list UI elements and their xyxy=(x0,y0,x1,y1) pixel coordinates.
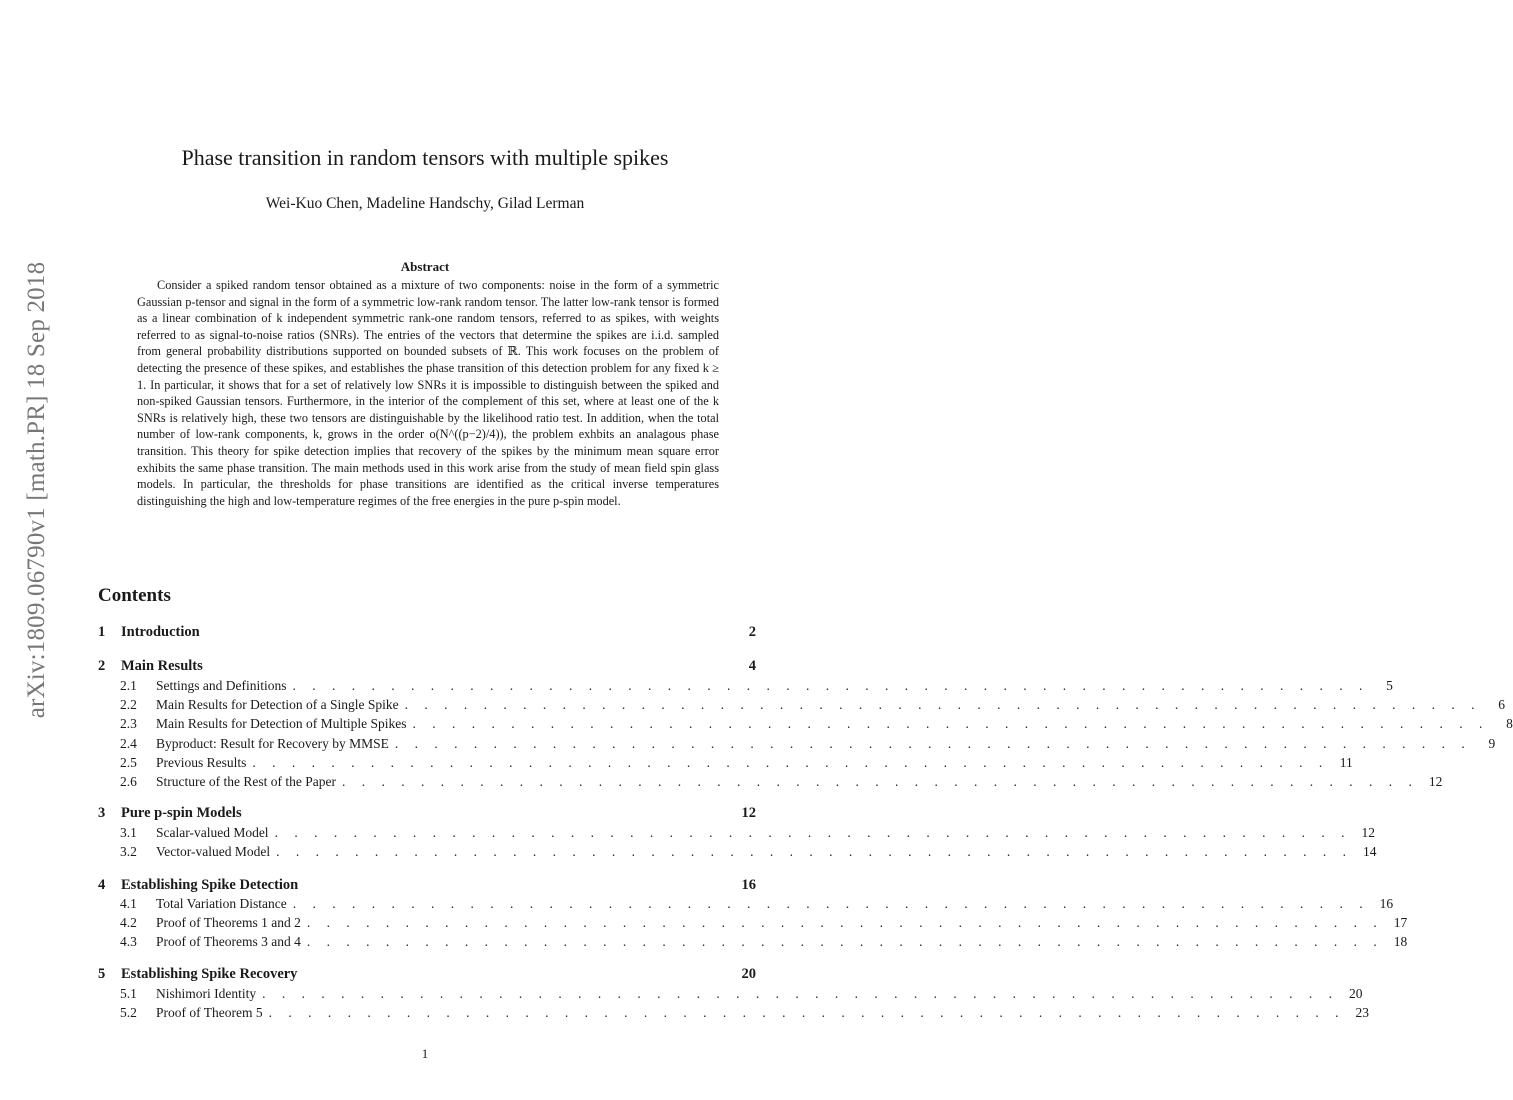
toc-subsection-title: Settings and Definitions xyxy=(156,678,287,693)
toc-section-page: 20 xyxy=(741,966,756,982)
toc-section-2[interactable] xyxy=(98,658,756,676)
page-number: 1 xyxy=(421,1046,429,1061)
toc-section-title: Main Results xyxy=(121,658,203,674)
toc-subsection-number: 4.2 xyxy=(120,915,137,930)
toc-subsection-page: 8 xyxy=(1506,716,1513,731)
toc-subsection-title: Proof of Theorems 1 and 2 xyxy=(156,915,301,930)
toc-subsection-page: 12 xyxy=(1361,825,1375,840)
toc-subsection-2-4[interactable] xyxy=(120,736,1496,754)
toc-section-3[interactable] xyxy=(98,805,756,823)
toc-leader-dots: . . . . . . . . . . . . . . . . . . . . . . . . . . . . . . . . . . . . . . . . . . . . . . . . . . . . . . . xyxy=(252,755,1329,770)
toc-leader-dots: . . . . . . . . . . . . . . . . . . . . . . . . . . . . . . . . . . . . . . . . . . . . . . . . . . . . . . . xyxy=(394,736,1472,751)
toc-subsection-number: 2.4 xyxy=(120,736,137,751)
toc-subsection-number: 2.2 xyxy=(120,697,137,712)
toc-subsection-title: Total Variation Distance xyxy=(156,896,287,911)
toc-subsection-2-3[interactable] xyxy=(120,716,1513,734)
toc-subsection-2-2[interactable] xyxy=(120,697,1505,715)
contents-heading: Contents xyxy=(98,585,171,606)
toc-subsection-number: 4.3 xyxy=(120,934,137,949)
arxiv-sidebar-stamp xyxy=(20,100,54,880)
toc-subsection-title: Vector-valued Model xyxy=(156,844,271,859)
toc-subsection-page: 9 xyxy=(1488,736,1496,751)
toc-leader-dots: . . . . . . . . . . . . . . . . . . . . . . . . . . . . . . . . . . . . . . . . . . . . . . . . . . . . . . . xyxy=(404,697,1481,712)
toc-subsection-2-5[interactable] xyxy=(120,755,1353,773)
toc-subsection-page: 18 xyxy=(1393,934,1408,949)
toc-subsection-title: Byproduct: Result for Recovery by MMSE xyxy=(156,736,389,751)
toc-subsection-page: 5 xyxy=(1386,678,1393,693)
toc-subsection-number: 4.1 xyxy=(120,896,137,911)
toc-section-1[interactable] xyxy=(98,624,756,642)
toc-subsection-number: 3.2 xyxy=(120,844,137,859)
toc-subsection-3-2[interactable] xyxy=(120,844,1377,862)
toc-subsection-number: 5.1 xyxy=(120,986,137,1001)
toc-subsection-title: Proof of Theorem 5 xyxy=(156,1005,263,1020)
toc-subsection-title: Scalar-valued Model xyxy=(156,825,269,840)
toc-subsection-title: Main Results for Detection of Multiple Spikes xyxy=(156,716,407,731)
toc-subsection-title: Nishimori Identity xyxy=(156,986,257,1001)
toc-subsection-5-2[interactable] xyxy=(120,1005,1369,1023)
toc-subsection-page: 6 xyxy=(1498,697,1505,712)
toc-subsection-3-1[interactable] xyxy=(120,825,1375,843)
toc-section-title: Establishing Spike Detection xyxy=(121,877,299,893)
toc-leader-dots: . . . . . . . . . . . . . . . . . . . . . . . . . . . . . . . . . . . . . . . . . . . . . . . . . . . . . . . xyxy=(412,716,1489,731)
abstract-body: Consider a spiked random tensor obtained as a mixture of two components: noise in the form of a symmetric Gaussian p-tensor and signal in the form of a symmetric low-rank random tensor. The latter low-rank tensor is formed as a linear combination of k independent symmetric rank-one random tensors, referred to as spikes, with weights referred to as signal-to-noise ratios (SNRs). The entries of the vectors that determine the spikes are i.i.d. sampled from general probability distributions supported on bounded subsets of ℝ. This work focuses on the problem of detecting the presence of these spikes, and establishes the phase transition of this detection problem for any fixed k ≥ 1. In particular, it shows that for a set of relatively low SNRs it is impossible to distinguish between the spiked and non-spiked Gaussian tensors. Furthermore, in the interior of the complement of this set, where at least one of the k SNRs is relatively high, these two tensors are distinguishable by the likelihood ratio test. In addition, when the total number of low-rank components, k, grows in the order o(N^((p−2)/4)), the problem exhbits an analagous phase transition. This theory for spike detection implies that recovery of the spikes by the minimum mean square error exhibits the same phase transition. The main methods used in this work arise from the study of mean field spin glass models. In particular, the thresholds for phase transitions are identified as the critical inverse temperatures distinguishing the high and low-temperature regimes of the free energies in the pure p-spin model. xyxy=(137,278,719,508)
toc-section-title: Pure p-spin Models xyxy=(121,805,242,821)
toc-leader-dots: . . . . . . . . . . . . . . . . . . . . . . . . . . . . . . . . . . . . . . . . . . . . . . . . . . . . . . . xyxy=(306,934,1384,949)
paper-authors: Wei-Kuo Chen, Madeline Handschy, Gilad Lerman xyxy=(265,195,585,212)
toc-subsection-title: Proof of Theorems 3 and 4 xyxy=(156,934,301,949)
toc-section-page: 12 xyxy=(741,805,756,821)
toc-leader-dots: . . . . . . . . . . . . . . . . . . . . . . . . . . . . . . . . . . . . . . . . . . . . . . . . . . . . . . . xyxy=(292,678,1369,693)
toc-leader-dots: . . . . . . . . . . . . . . . . . . . . . . . . . . . . . . . . . . . . . . . . . . . . . . . . . . . . . . . xyxy=(268,1005,1345,1020)
toc-subsection-title: Main Results for Detection of a Single Spike xyxy=(156,697,399,712)
toc-subsection-number: 2.1 xyxy=(120,678,137,693)
toc-subsection-number: 2.6 xyxy=(120,774,137,789)
toc-subsection-page: 20 xyxy=(1349,986,1363,1001)
toc-leader-dots: . . . . . . . . . . . . . . . . . . . . . . . . . . . . . . . . . . . . . . . . . . . . . . . . . . . . . . . xyxy=(341,774,1419,789)
toc-leader-dots: . . . . . . . . . . . . . . . . . . . . . . . . . . . . . . . . . . . . . . . . . . . . . . . . . . . . . . . xyxy=(292,896,1370,911)
toc-subsection-page: 23 xyxy=(1355,1005,1369,1020)
toc-subsection-page: 11 xyxy=(1339,755,1353,770)
paper-title: Phase transition in random tensors with multiple spikes xyxy=(181,145,669,170)
toc-subsection-page: 16 xyxy=(1379,896,1394,911)
arxiv-id: arXiv:1809.06790v1 [math.PR] 18 Sep 2018 xyxy=(23,261,50,719)
toc-subsection-number: 5.2 xyxy=(120,1005,137,1020)
toc-section-title: Introduction xyxy=(121,624,200,640)
toc-section-number: 3 xyxy=(98,805,106,821)
toc-section-5[interactable] xyxy=(98,966,756,984)
toc-section-number: 4 xyxy=(98,877,106,893)
toc-subsection-2-6[interactable] xyxy=(120,774,1443,792)
toc-subsection-number: 2.5 xyxy=(120,755,137,770)
toc-section-4[interactable] xyxy=(98,877,756,895)
toc-leader-dots: . . . . . . . . . . . . . . . . . . . . . . . . . . . . . . . . . . . . . . . . . . . . . . . . . . . . . . . xyxy=(306,915,1384,930)
toc-leader-dots: . . . . . . . . . . . . . . . . . . . . . . . . . . . . . . . . . . . . . . . . . . . . . . . . . . . . . . . xyxy=(274,825,1351,840)
toc-subsection-page: 12 xyxy=(1428,774,1443,789)
toc-subsection-4-1[interactable] xyxy=(120,896,1394,914)
toc-section-number: 1 xyxy=(98,624,106,640)
toc-subsection-page: 17 xyxy=(1393,915,1408,930)
toc-section-page: 2 xyxy=(748,624,756,640)
toc-subsection-title: Previous Results xyxy=(156,755,247,770)
toc-subsection-number: 2.3 xyxy=(120,716,137,731)
toc-subsection-5-1[interactable] xyxy=(120,986,1363,1004)
toc-subsection-2-1[interactable] xyxy=(120,678,1393,696)
toc-section-number: 5 xyxy=(98,966,106,982)
toc-section-page: 4 xyxy=(748,658,756,674)
toc-leader-dots: . . . . . . . . . . . . . . . . . . . . . . . . . . . . . . . . . . . . . . . . . . . . . . . . . . . . . . . xyxy=(262,986,1339,1001)
toc-section-number: 2 xyxy=(98,658,106,674)
toc-section-title: Establishing Spike Recovery xyxy=(121,966,298,982)
toc-subsection-number: 3.1 xyxy=(120,825,137,840)
toc-subsection-4-2[interactable] xyxy=(120,915,1408,933)
toc-section-page: 16 xyxy=(741,877,756,893)
abstract-heading: Abstract xyxy=(400,259,450,274)
toc-subsection-page: 14 xyxy=(1362,844,1377,859)
toc-subsection-title: Structure of the Rest of the Paper xyxy=(156,774,336,789)
toc-subsection-4-3[interactable] xyxy=(120,934,1408,952)
toc-leader-dots: . . . . . . . . . . . . . . . . . . . . . . . . . . . . . . . . . . . . . . . . . . . . . . . . . . . . . . . xyxy=(276,844,1353,859)
